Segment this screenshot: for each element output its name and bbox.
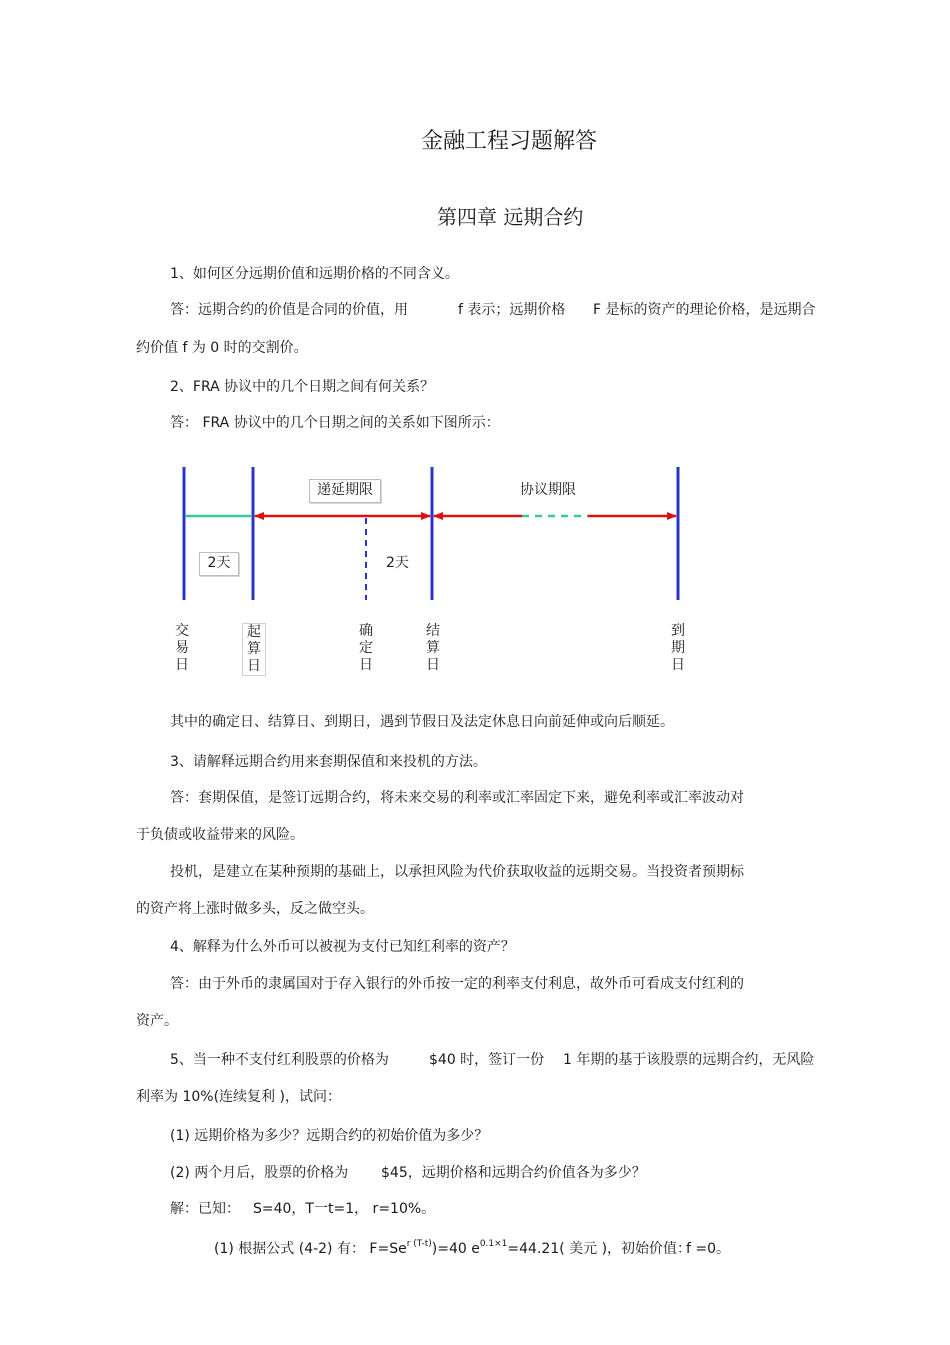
q5-sub-question-2-part2: $45，远期价格和远期合约价值各为多少？ [381,1165,646,1181]
document-title: 金融工程习题解答 [421,129,598,154]
q3-answer1-line2: 于负债或收益带来的风险。 [136,827,304,843]
q2-question: 2、FRA 协议中的几个日期之间有何关系？ [170,379,435,395]
q5-given-values: S=40，T一t=1， r=10%。 [253,1201,436,1217]
agreement-period-label: 协议期限 [520,482,576,498]
q1-answer-part2: f 表示；远期价格 [458,302,566,318]
q5-sub-question-2-part1: (2) 两个月后，股票的价格为 [170,1165,349,1181]
q3-question: 3、请解释远期合约用来套期保值和来投机的方法。 [170,754,487,770]
q5-initial-value: f =0。 [686,1241,731,1257]
q2-answer: 答： FRA 协议中的几个日期之间的关系如下图所示： [170,415,500,431]
q5-line1-part2: $40 时，签订一份 [429,1052,545,1068]
q4-question: 4、解释为什么外币可以被视为支付已知红利率的资产？ [170,939,515,955]
deferral-period-label: 递延期限 [309,479,381,503]
fra-date-diagram [0,460,950,660]
q5-line1-part1: 5、当一种不支付红利股票的价格为 [170,1052,389,1068]
chapter-title: 第四章 远期合约 [437,205,584,229]
q1-answer-part3: F 是标的资产的理论价格，是远期合 [593,302,816,318]
q4-answer-line2: 资产。 [136,1013,178,1029]
maturity-date-label: 到 期 日 [671,623,685,673]
two-days-label: 2天 [386,555,409,571]
q4-answer-line1: 答：由于外币的隶属国对于存入银行的外币按一定的利率支付利息，故外币可看成支付红利的 [170,976,744,992]
q5-solution-formula: (1) 根据公式 (4-2) 有： $F=Se^{r (T-t)})=40$ $e^{0.1\times 1}=44.21$( 美元 )，初始价值： [214,1239,692,1257]
q1-question: 1、如何区分远期价值和远期价格的不同含义。 [170,266,459,282]
two-days-box-label: 2天 [199,552,239,576]
q3-answer2-line2: 的资产将上涨时做多头，反之做空头。 [136,901,374,917]
value-date-label: 起 算 日 [242,623,266,676]
q3-answer2-line1: 投机，是建立在某种预期的基础上，以承担风险为代价获取收益的远期交易。当投资者预期标 [170,864,744,880]
settlement-date-label: 结 算 日 [426,623,440,673]
q1-answer-line2: 约价值 f 为 0 时的交割价。 [136,340,308,356]
q5-sub-question-1: (1) 远期价格为多少？远期合约的初始价值为多少？ [170,1128,489,1144]
trade-date-label: 交 易 日 [175,623,189,673]
diagram-note: 其中的确定日、结算日、到期日，遇到节假日及法定休息日向前延伸或向后顺延。 [170,714,674,730]
q5-line1-part3: 1 年期的基于该股票的远期合约，无风险 [563,1052,815,1068]
q1-answer-part1: 答：远期合约的价值是合同的价值，用 [170,302,408,318]
fixing-date-label: 确 定 日 [359,623,373,673]
q5-line2: 利率为 10%(连续复利 )，试问： [136,1089,341,1105]
q5-given-label: 解：已知： [170,1201,240,1217]
q3-answer1-line1: 答：套期保值，是签订远期合约，将未来交易的利率或汇率固定下来，避免利率或汇率波动对 [170,790,744,806]
